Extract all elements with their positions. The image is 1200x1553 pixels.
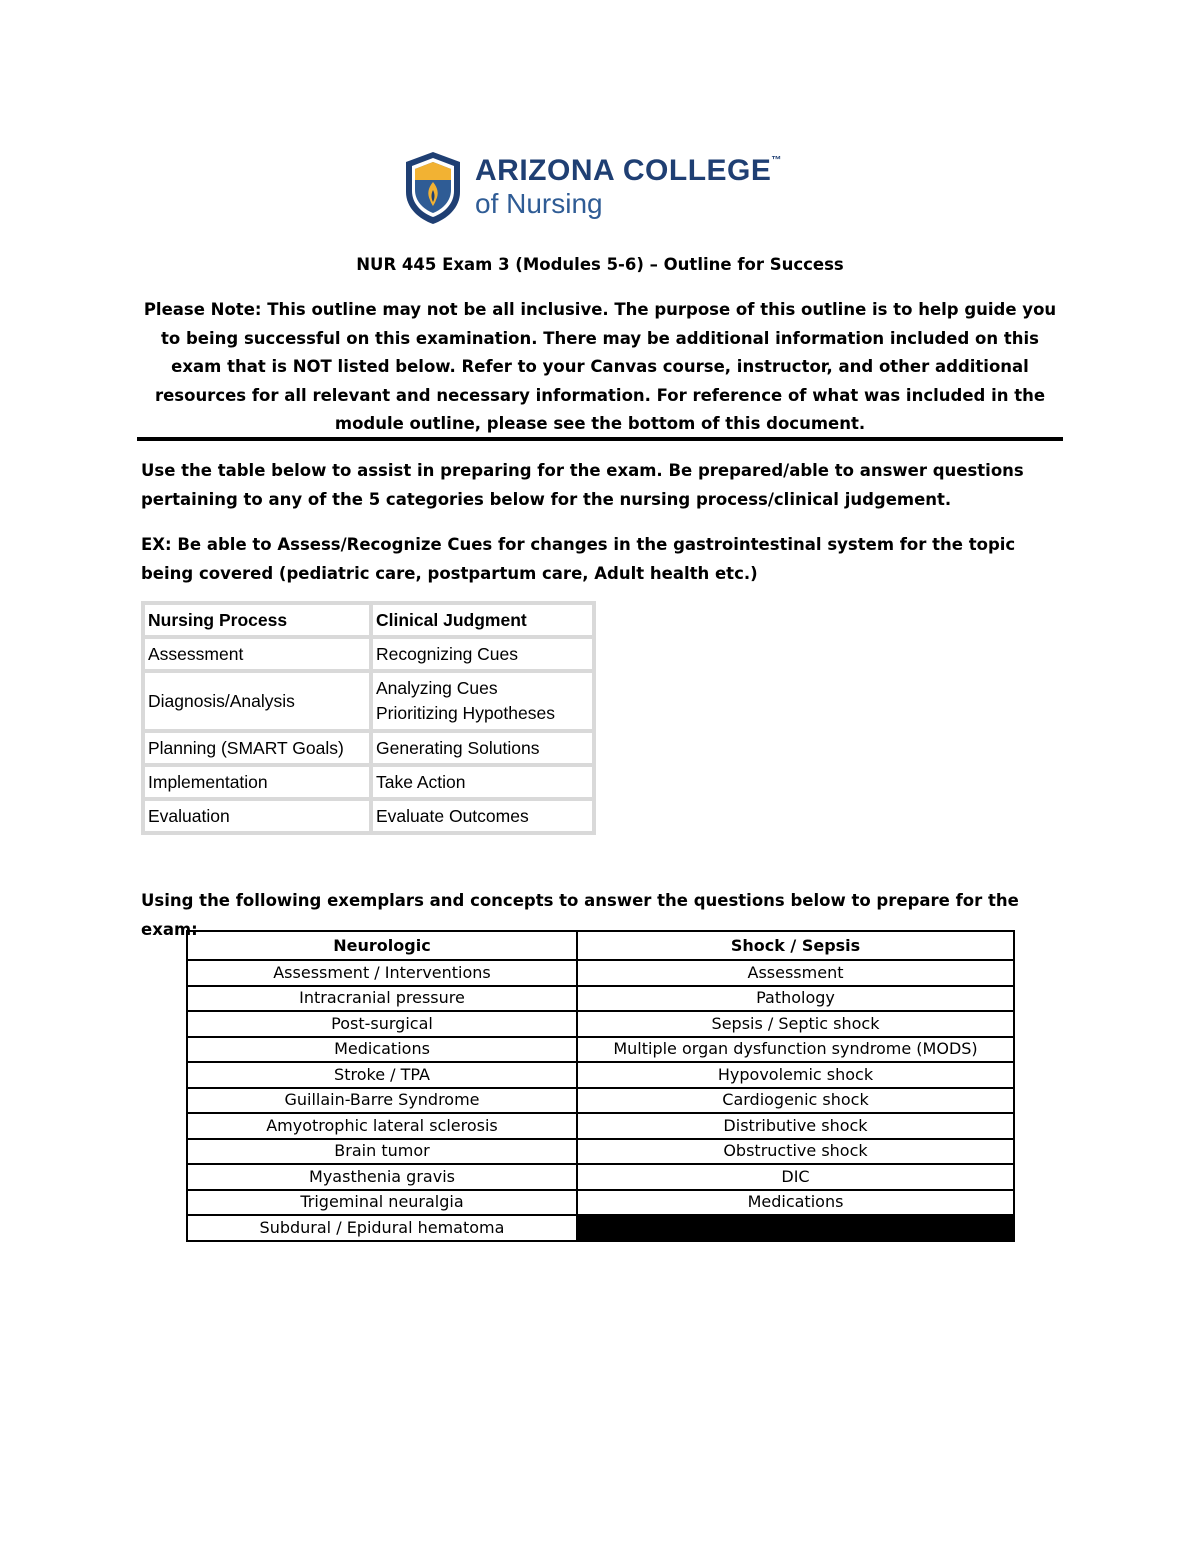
nursing-process-table [141, 601, 596, 835]
process-cell: Planning (SMART Goals) [145, 733, 369, 763]
table-row [187, 1113, 1014, 1139]
shock-sepsis-cell: Obstructive shock [577, 1139, 1014, 1165]
exemplars-table [186, 930, 1015, 1242]
table-row [187, 1215, 1014, 1241]
table-row [187, 1062, 1014, 1088]
neurologic-cell: Myasthenia gravis [187, 1164, 577, 1190]
shock-sepsis-cell: Distributive shock [577, 1113, 1014, 1139]
neurologic-cell: Stroke / TPA [187, 1062, 577, 1088]
shock-sepsis-cell: DIC [577, 1164, 1014, 1190]
shield-flame-icon [403, 150, 463, 226]
table-header-row [145, 605, 592, 635]
table-row [187, 1139, 1014, 1165]
exemplars-intro: Using the following exemplars and concepts to answer the questions below to prepare for the exam: [141, 891, 1019, 939]
table-row [187, 1088, 1014, 1114]
neurologic-cell: Subdural / Epidural hematoma [187, 1215, 577, 1241]
shock-sepsis-cell: Hypovolemic shock [577, 1062, 1014, 1088]
column-header-clinical-judgment: Clinical Judgment [373, 605, 592, 635]
neurologic-cell: Post-surgical [187, 1011, 577, 1037]
judgment-cell: Take Action [373, 767, 592, 797]
shock-sepsis-cell: Medications [577, 1190, 1014, 1216]
table-row [187, 1190, 1014, 1216]
shock-sepsis-cell: Multiple organ dysfunction syndrome (MODS) [577, 1037, 1014, 1063]
shock-sepsis-cell: Pathology [577, 986, 1014, 1012]
table-row [187, 986, 1014, 1012]
judgment-cell: Generating Solutions [373, 733, 592, 763]
judgment-cell: Evaluate Outcomes [373, 801, 592, 831]
neurologic-cell: Assessment / Interventions [187, 960, 577, 986]
section-divider [137, 437, 1063, 441]
table-row [187, 1011, 1014, 1037]
neurologic-cell: Brain tumor [187, 1139, 577, 1165]
logo-text-secondary: of Nursing [475, 188, 603, 219]
shock-sepsis-cell: Cardiogenic shock [577, 1088, 1014, 1114]
process-cell: Evaluation [145, 801, 369, 831]
process-cell: Assessment [145, 639, 369, 669]
neurologic-cell: Trigeminal neuralgia [187, 1190, 577, 1216]
table-header-row [187, 931, 1014, 960]
judgment-cell: Recognizing Cues [373, 639, 592, 669]
judgment-line: Analyzing Cues [376, 678, 498, 698]
process-cell: Implementation [145, 767, 369, 797]
judgment-line: Prioritizing Hypotheses [376, 703, 555, 723]
logo-text-primary: ARIZONA COLLEGE™ [475, 154, 782, 187]
column-header-nursing-process: Nursing Process [145, 605, 369, 635]
column-header-shock-sepsis: Shock / Sepsis [577, 931, 1014, 960]
table-row [187, 1164, 1014, 1190]
column-header-neurologic: Neurologic [187, 931, 577, 960]
blacked-out-cell [577, 1215, 1014, 1241]
process-cell: Diagnosis/Analysis [145, 673, 369, 729]
example-paragraph: EX: Be able to Assess/Recognize Cues for changes in the gastrointestinal system for the topic being covered (pediatric care, postpartum care, Adult health etc.) [141, 535, 1016, 583]
table-row [145, 639, 592, 669]
instruction-paragraph: Use the table below to assist in preparing for the exam. Be prepared/able to answer questions pertaining to any of the 5 categories below for the nursing process/clinical judgement. [141, 461, 1024, 509]
shock-sepsis-cell: Sepsis / Septic shock [577, 1011, 1014, 1037]
judgment-cell [373, 673, 592, 729]
trademark-symbol: ™ [771, 155, 782, 166]
neurologic-cell: Amyotrophic lateral sclerosis [187, 1113, 577, 1139]
neurologic-cell: Intracranial pressure [187, 986, 577, 1012]
table-row [145, 673, 592, 729]
disclaimer-note: Please Note: This outline may not be all inclusive. The purpose of this outline is to help guide you to being successful on this examination. There may be additional information included on this exam that is NOT listed below. Refer to your Canvas course, instructor, and other additional resources for all relevant and necessary information. For reference of what was included in the module outline, please see the bottom of this document. [143, 300, 1057, 433]
table-row [145, 733, 592, 763]
table-row [187, 1037, 1014, 1063]
neurologic-cell: Medications [187, 1037, 577, 1063]
page-title: NUR 445 Exam 3 (Modules 5-6) – Outline for Success [356, 255, 844, 274]
table-row [187, 960, 1014, 986]
neurologic-cell: Guillain-Barre Syndrome [187, 1088, 577, 1114]
table-row [145, 801, 592, 831]
shock-sepsis-cell: Assessment [577, 960, 1014, 986]
table-row [145, 767, 592, 797]
college-logo [403, 150, 803, 228]
